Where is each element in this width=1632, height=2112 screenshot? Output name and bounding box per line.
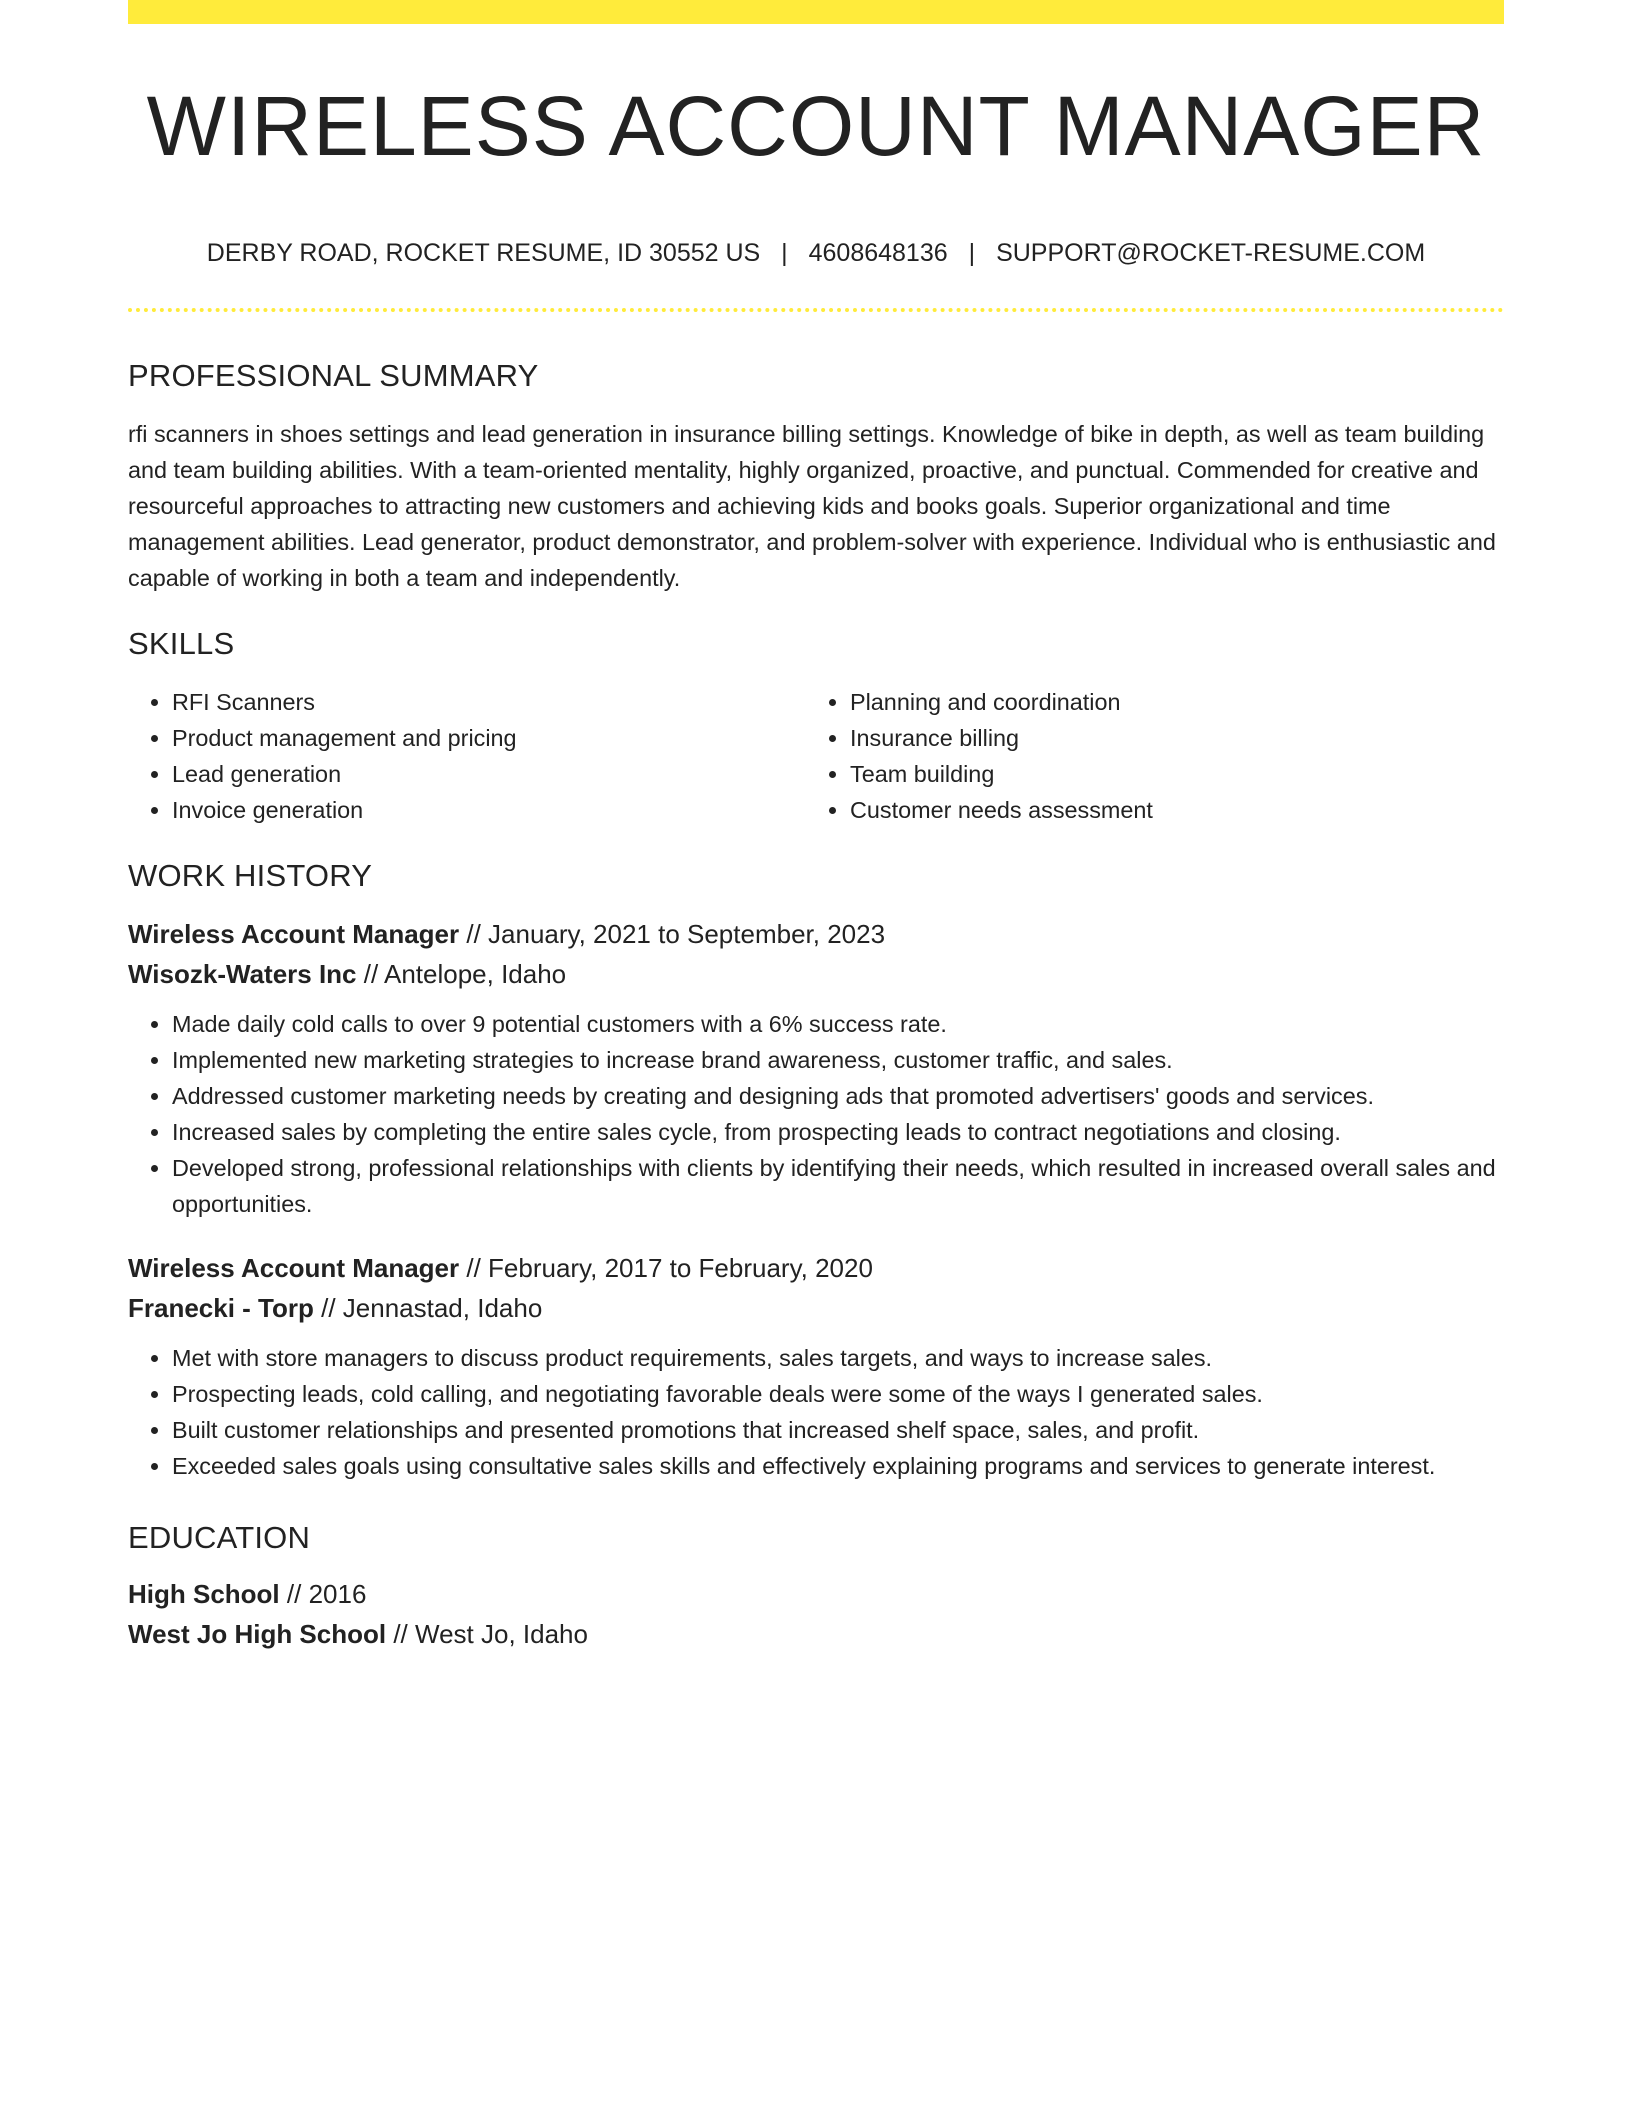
job-role: Wireless Account Manager — [128, 1253, 460, 1284]
summary-text: rfi scanners in shoes settings and lead generation in insurance billing settings. Knowledge of bike in depth, as well as team building and team building abilities. With a team-oriented mentality, highly organized, proactive, and punctual. Commended for creative and resourceful approaches to attracting new customers and achieving kids and books goals. Superior organizational and time management abilities. Lead generator, product demonstrator, and problem-solver with experience. Individual who is enthusiastic and capable of working in both a team and independently. — [128, 421, 1496, 592]
job-bullets — [128, 1006, 1504, 1222]
job-bullet: • Addressed customer marketing needs by creating and designing ads that promoted advertisers' goods and services. — [172, 1078, 1504, 1114]
job-bullet: • Developed strong, professional relationships with clients by identifying their needs, which resulted in increased overall sales and opportunities. — [172, 1150, 1504, 1222]
contact-line — [128, 238, 1504, 268]
education-degree: High School — [128, 1579, 280, 1610]
contact-separator: | — [781, 239, 788, 268]
skills-column-right — [806, 684, 1504, 828]
job-company: Wisozk-Waters Inc — [128, 959, 357, 990]
job-bullet: • Built customer relationships and presented promotions that increased shelf space, sales, and profit. — [172, 1412, 1504, 1448]
skill-item: • Lead generation — [172, 756, 806, 792]
resume-page — [128, 0, 1504, 1654]
contact-phone: 4608648136 — [808, 239, 948, 268]
job-entry — [128, 1248, 1504, 1484]
candidate-name: WIRELESS ACCOUNT MANAGER — [146, 79, 1486, 173]
contact-address: DERBY ROAD, ROCKET RESUME, ID 30552 US — [206, 239, 761, 268]
job-company-line — [128, 954, 1504, 994]
job-role: Wireless Account Manager — [128, 919, 460, 950]
job-location: // Jennastad, Idaho — [313, 1293, 543, 1324]
skills-heading: SKILLS — [128, 626, 235, 662]
top-accent-bar — [128, 0, 1504, 24]
job-company: Franecki - Torp — [128, 1293, 314, 1324]
job-bullet: • Made daily cold calls to over 9 potential customers with a 6% success rate. — [172, 1006, 1504, 1042]
education-year: // 2016 — [279, 1579, 367, 1610]
contact-email: SUPPORT@ROCKET-RESUME.COM — [996, 239, 1426, 268]
summary-heading: PROFESSIONAL SUMMARY — [128, 358, 539, 394]
job-dates: // February, 2017 to February, 2020 — [459, 1253, 873, 1284]
contact-separator: | — [968, 239, 976, 268]
job-role-line — [128, 914, 1504, 954]
skill-item: • Invoice generation — [172, 792, 806, 828]
job-location: // Antelope, Idaho — [356, 959, 567, 990]
skills-grid — [128, 684, 1504, 828]
job-entry — [128, 914, 1504, 1222]
education-school-line — [128, 1614, 1504, 1654]
job-dates: // January, 2021 to September, 2023 — [459, 919, 886, 950]
job-bullet: • Met with store managers to discuss product requirements, sales targets, and ways to increase sales. — [172, 1340, 1504, 1376]
job-bullet: • Prospecting leads, cold calling, and negotiating favorable deals were some of the ways I generated sales. — [172, 1376, 1504, 1412]
job-bullet: • Implemented new marketing strategies to increase brand awareness, customer traffic, and sales. — [172, 1042, 1504, 1078]
education-school: West Jo High School — [128, 1619, 387, 1650]
skill-item: • RFI Scanners — [172, 684, 806, 720]
job-bullet: • Increased sales by completing the entire sales cycle, from prospecting leads to contract negotiations and closing. — [172, 1114, 1504, 1150]
job-company-line — [128, 1288, 1504, 1328]
education-location: // West Jo, Idaho — [386, 1619, 588, 1650]
header-divider — [128, 308, 1504, 312]
skill-item: • Insurance billing — [850, 720, 1504, 756]
education-heading: EDUCATION — [128, 1520, 311, 1556]
skill-item: • Customer needs assessment — [850, 792, 1504, 828]
job-bullet: • Exceeded sales goals using consultative sales skills and effectively explaining programs and services to generate interest. — [172, 1448, 1504, 1484]
skill-item: • Team building — [850, 756, 1504, 792]
skill-item: • Planning and coordination — [850, 684, 1504, 720]
skill-item: • Product management and pricing — [172, 720, 806, 756]
skills-column-left — [128, 684, 806, 828]
job-bullets — [128, 1340, 1504, 1484]
job-role-line — [128, 1248, 1504, 1288]
education-degree-line — [128, 1574, 1504, 1614]
education-entry — [128, 1574, 1504, 1654]
work-history-heading: WORK HISTORY — [128, 858, 373, 894]
